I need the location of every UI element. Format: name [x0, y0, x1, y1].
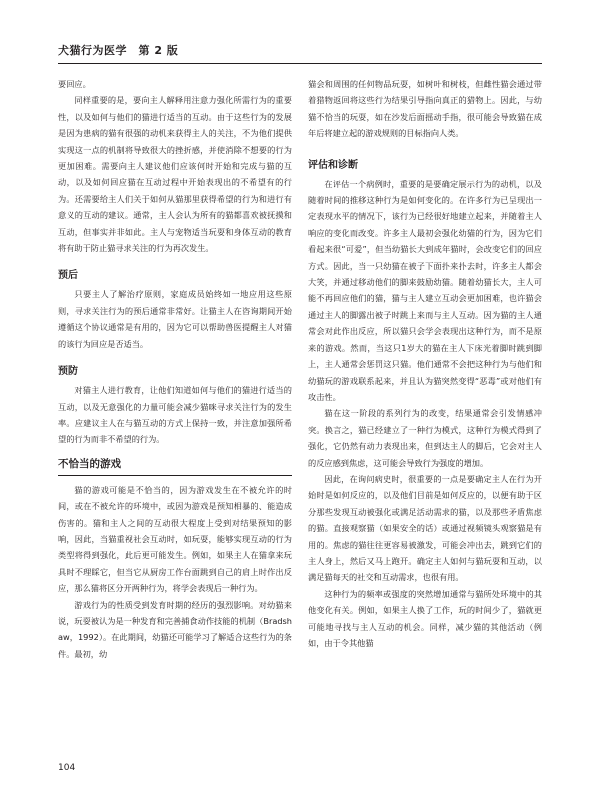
paragraph: 要回应。: [58, 79, 91, 89]
paragraph: 对猫主人进行教育，让他们知道如何与他们的猫进行适当的互动，以及无意强化的力量可能会减少猫咪寻求关注行为的发生率。应建议主人在与猫互动的方式上保持一致，并注意加强所希望的行为而非不希望的行为。: [58, 385, 292, 445]
subheading-prevention: 预防: [58, 366, 78, 378]
paragraph: 因此，在询问病史时，很重要的一点是要确定主人在行为开始时是如何反应的，以及他们目前是如何反应的，以便有助于区分那些发现互动被强化或满足活动需求的猫，以及那些矛盾焦虑的猫。直接观察猫（如果安全的话）或通过视频镜头观察猫是有用的。焦虑的猫往往更容易被激发，可能会冲出去，跳到它们的主人身上，然后又马上跑开。确定主人如何与猫玩耍和互动，以满足猫每天的社交和互动需求，也很有用。: [308, 473, 542, 583]
paragraph: 游戏行为的性质受到发育时期的经历的强烈影响。对幼猫来说，玩耍被认为是一种发育和完善捕食动作技能的机制（Bradshaw，1992）。在此期间，幼猫还可能学习了解适合这些行为的条件。最初，幼: [58, 599, 292, 659]
page-number: 104: [58, 763, 76, 773]
section-heading-inappropriate-play: 不恰当的游戏: [58, 456, 292, 476]
right-column: [308, 76, 542, 651]
paragraph: 同样重要的是，要向主人解释用注意力强化所需行为的重要性，以及如何与他们的猫进行适当的互动。由于这些行为的发展是因为患病的猫有很强的动机来获得主人的关注，不为他们提供实现这一点的机制将导致很大的挫折感，并使消除不想要的行为更加困难。需要向主人建议他们应该何时开始和完成与猫的互动，以及如何回应猫在互动过程中开始表现出的不希望有的行为。还需要给主人们关于如何从猫那里获得希望的行为和进行有意义的互动的建议。通常，主人会认为所有的猫都喜欢被抚摸和互动，但事实并非如此。主人与宠物适当玩耍和身体互动的教育将有助于防止猫寻求关注的行为再次发生。: [58, 95, 292, 254]
paragraph: 只要主人了解治疗原则，家庭成员始终如一地应用这些原则，寻求关注行为的预后通常非常好。让猫主人在咨询期间开始遵循这个协议通常是有用的，因为它可以帮助兽医提醒主人对猫的该行为回应是否适当。: [58, 289, 292, 349]
paragraph: 猫会和周围的任何物品玩耍，如树叶和树枝，但雌性猫会通过带着猎物返回将这些行为结果引导指向真正的猎物上。因此，与幼猫不恰当的玩耍，如在沙发后面摇动手指，很可能会导致猫在成年后将建立起的游戏规则的目标指向人类。: [308, 79, 542, 139]
paragraph: 猫的游戏可能是不恰当的，因为游戏发生在不被允许的时间，或在不被允许的环境中，或因为游戏是预知相暴的、能造成伤害的。猫和主人之间的互动很大程度上受到对结果预知的影响，因此，当猫重视社会互动时，如玩耍，能够实现互动的行为类型将得到强化，此后更可能发生。例如，如果主人在猫拿来玩具时不理睬它，但当它从厨房工作台面跳到自己的肩上时作出反应，那么猫将区分开两种行为，将学会表现后一种行为。: [58, 484, 292, 594]
subheading-prognosis: 预后: [58, 270, 78, 282]
running-header-title: 犬猫行为医学 第 2 版: [58, 44, 179, 57]
paragraph: 这种行为的频率或强度的突然增加通常与猫所处环境中的其他变化有关。例如，如果主人换了工作，玩的时间少了，猫就更可能地寻找与主人互动的机会。同样，减少猫的其他活动（例如，由于令其他猫: [308, 588, 542, 648]
subheading-assessment-diagnosis: 评估和诊断: [308, 159, 358, 171]
paragraph: 在评估一个病例时，重要的是要确定展示行为的动机，以及随着时间的推移这种行为是如何变化的。在许多行为已呈现出一定表现水平的情况下，该行为已经很好地建立起来，并随着主人响应的变化而改变。许多主人最初会强化幼猫的行为，因为它们看起来很“可爱”，但当幼猫长大到成年猫时，会改变它们的回应方式。因此，当一只幼猫在被子下面扑来扑去时，许多主人都会大笑，并通过移动他们的脚来鼓励幼猫。随着幼猫长大，主人可能不再回应他们的猫，猫与主人建立互动会更加困难，也许猫会通过主人的脚露出被子时跳上来而与主人互动。因为猫的主人通常会对此作出反应，所以猫只会学会表现出这种行为，而不是原来的游戏。然而，当这只1岁大的猫在主人下床光着脚时跳到脚上，主人通常会惩罚这只猫。他们通常不会把这种行为与他们和幼猫玩的游戏联系起来，并且认为猫突然变得“恶毒”或对他们有攻击性。: [308, 178, 542, 402]
header-rule: [58, 63, 542, 64]
left-column: [58, 76, 292, 662]
paragraph: 猫在这一阶段的系列行为的改变，结果通常会引发情感冲突。换言之，猫已经建立了一种行为模式，这种行为模式得到了强化，它仍然有动力表现出来，但到达主人的脚后，它会对主人的反应感到焦虑，这可能会导致行为强度的增加。: [308, 408, 542, 468]
